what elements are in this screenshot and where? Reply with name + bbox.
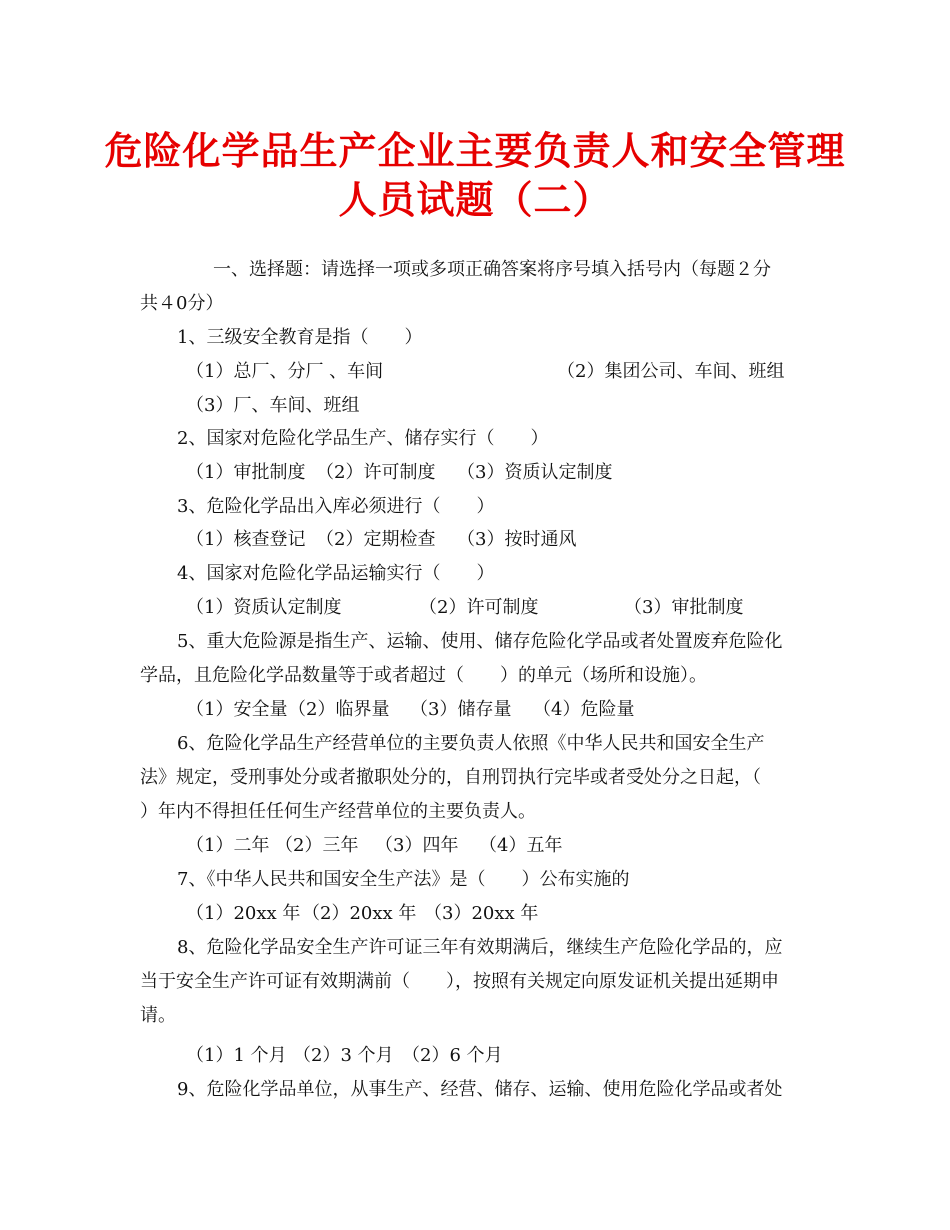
question-6-stem-line-1: 6、危险化学品生产经营单位的主要负责人依照《中华人民共和国安全生产 (177, 733, 765, 754)
question-3-option-1: （1）核查登记 (186, 529, 306, 550)
question-3-stem: 3、危险化学品出入库必须进行（ ） (177, 496, 495, 517)
question-4-option-1: （1）资质认定制度 (186, 597, 342, 618)
question-6-option-1: （1）二年 (186, 835, 270, 856)
question-1-option-1: （1）总厂、分厂 、车间 (186, 361, 384, 382)
section-instruction-line-2: 共４0分） (140, 293, 224, 314)
question-5-option-1: （1）安全量 (186, 699, 288, 720)
question-5-stem-line-1: 5、重大危险源是指生产、运输、使用、储存危险化学品或者处置废弃危险化 (177, 631, 783, 652)
question-8-stem-line-1: 8、危险化学品安全生产许可证三年有效期满后，继续生产危险化学品的，应 (177, 937, 783, 958)
question-6-stem-line-3: ）年内不得担任任何生产经营单位的主要负责人。 (140, 801, 536, 822)
question-5-option-4: （4）危险量 (533, 699, 635, 720)
question-2-option-2: （2）许可制度 (316, 462, 436, 483)
section-instruction-line-1: 一、选择题：请选择一项或多项正确答案将序号填入括号内（每题２分 (213, 259, 771, 280)
question-2-stem: 2、国家对危险化学品生产、储存实行（ ） (177, 428, 549, 449)
question-8-option-1: （1）1 个月 (186, 1045, 287, 1066)
question-4-option-3: （3）审批制度 (624, 597, 744, 618)
question-6-option-2: （2）三年 (275, 835, 359, 856)
question-8-option-2: （2）3 个月 (293, 1045, 394, 1066)
document-title-line-1: 危险化学品生产企业主要负责人和安全管理 (104, 128, 846, 173)
question-7-option-3: （3）20xx 年 (424, 903, 539, 924)
question-3-option-3: （3）按时通风 (457, 529, 577, 550)
question-4-stem: 4、国家对危险化学品运输实行（ ） (177, 563, 495, 584)
question-8-stem-line-3: 请。 (140, 1005, 176, 1026)
question-2-option-1: （1）审批制度 (186, 462, 306, 483)
question-8-stem-line-2: 当于安全生产许可证有效期满前（ ），按照有关规定向原发证机关提出延期申 (140, 971, 779, 992)
question-8-option-3: （2）6 个月 (402, 1045, 503, 1066)
question-3-option-2: （2）定期检查 (316, 529, 436, 550)
question-2-option-3: （3）资质认定制度 (457, 462, 613, 483)
question-5-option-3: （3）储存量 (410, 699, 512, 720)
question-9-stem-line-1: 9、危险化学品单位，从事生产、经营、储存、运输、使用危险化学品或者处 (177, 1079, 783, 1100)
question-7-stem: 7、《中华人民共和国安全生产法》是（ ）公布实施的 (177, 869, 630, 890)
question-6-option-3: （3）四年 (375, 835, 459, 856)
question-1-option-3: （3）厂、车间、班组 (186, 395, 360, 416)
question-1-option-2: （2）集团公司、车间、班组 (557, 361, 785, 382)
document-title-line-2: 人员试题（二） (338, 177, 612, 222)
question-7-option-2: （2）20xx 年 (302, 903, 417, 924)
question-6-stem-line-2: 法》规定，受刑事处分或者撤职处分的，自刑罚执行完毕或者受处分之日起，（ (140, 767, 761, 788)
question-7-option-1: （1）20xx 年 (186, 903, 301, 924)
question-5-stem-line-2: 学品，且危险化学品数量等于或者超过（ ）的单元（场所和设施）。 (140, 665, 707, 686)
question-1-stem: 1、三级安全教育是指（ ） (177, 327, 423, 348)
question-5-option-2: （2）临界量 (288, 699, 390, 720)
question-4-option-2: （2）许可制度 (419, 597, 539, 618)
question-6-option-4: （4）五年 (479, 835, 563, 856)
